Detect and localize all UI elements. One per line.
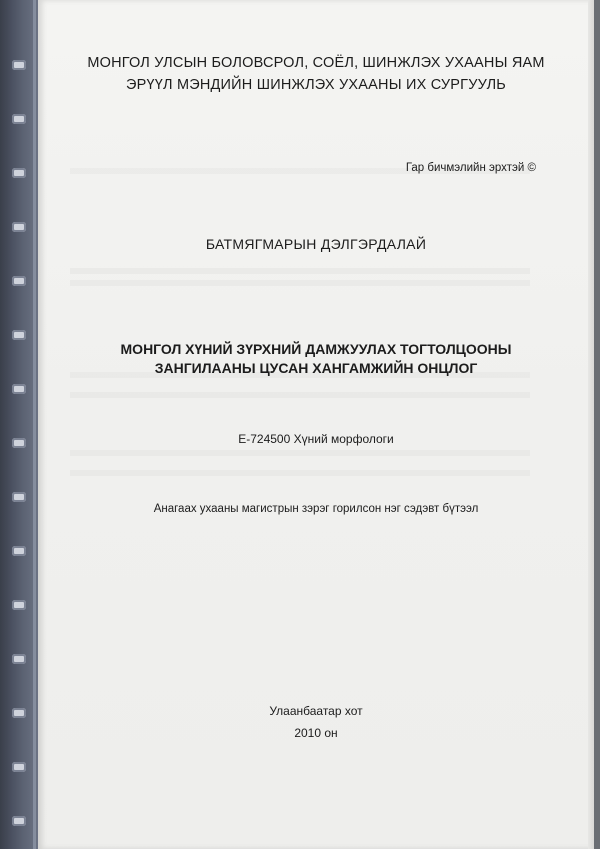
binder-hole	[12, 708, 26, 718]
binder-hole	[12, 816, 26, 826]
show-through	[70, 470, 530, 476]
city: Улаанбаатар хот	[269, 704, 363, 718]
show-through	[70, 450, 530, 456]
binder-hole	[12, 276, 26, 286]
thesis-title	[38, 340, 594, 378]
binder-hole	[12, 330, 26, 340]
binder-hole	[12, 168, 26, 178]
copyright-notice: Гар бичмэлийн эрхтэй ©	[405, 162, 536, 174]
binder-hole	[12, 600, 26, 610]
binder-hole	[12, 762, 26, 772]
author-name: БАТМЯГМАРЫН ДЭЛГЭРДАЛАЙ	[205, 236, 427, 252]
degree-statement: Анагаах ухааны магистрын зэрэг горилсон нэг сэдэвт бүтээл	[153, 503, 479, 515]
year: 2010 он	[294, 726, 338, 740]
binder-hole	[12, 60, 26, 70]
ministry-line: МОНГОЛ УЛСЫН БОЛОВСРОЛ, СОЁЛ, ШИНЖЛЭХ УХААНЫ ЯАМ	[87, 55, 545, 71]
binder-strip	[0, 0, 38, 849]
binder-hole	[12, 384, 26, 394]
ministry-header	[38, 52, 594, 96]
binder-hole	[12, 114, 26, 124]
title-line: ЗАНГИЛААНЫ ЦУСАН ХАНГАМЖИЙН ОНЦЛОГ	[154, 360, 478, 376]
show-through	[70, 268, 530, 274]
show-through	[70, 392, 530, 398]
specialty-code: Е-724500 Хүний морфологи	[238, 432, 394, 446]
title-line: МОНГОЛ ХҮНИЙ ЗҮРХНИЙ ДАМЖУУЛАХ ТОГТОЛЦООНЫ	[120, 341, 512, 357]
binder-hole	[12, 222, 26, 232]
university-line: ЭРҮҮЛ МЭНДИЙН ШИНЖЛЭХ УХААНЫ ИХ СУРГУУЛЬ	[126, 77, 506, 93]
binder-hole	[12, 438, 26, 448]
show-through	[70, 280, 530, 286]
binder-hole	[12, 546, 26, 556]
binder-hole	[12, 654, 26, 664]
binder-hole	[12, 492, 26, 502]
place-and-year	[38, 700, 594, 744]
